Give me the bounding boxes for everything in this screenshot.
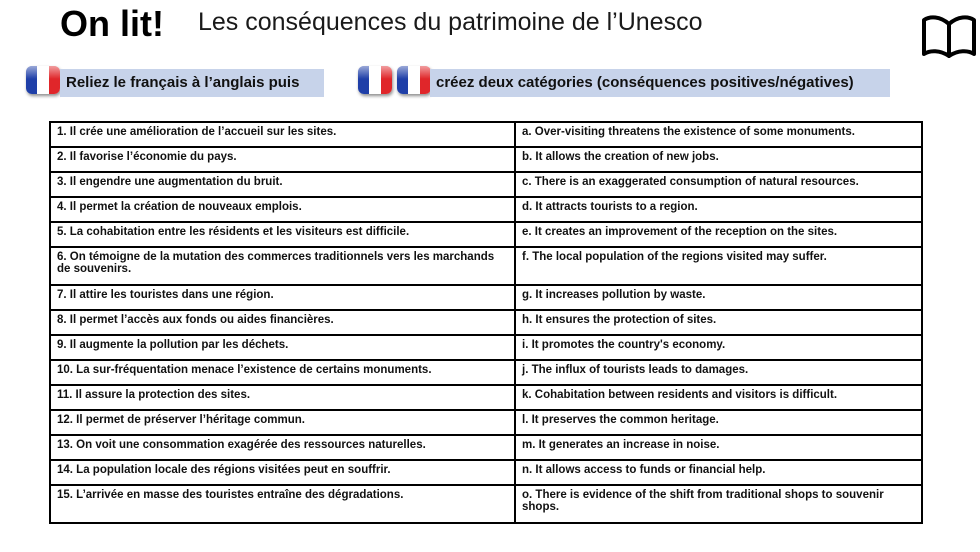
english-cell: c. There is an exaggerated consumption of natural resources. [515, 172, 922, 197]
table-row [50, 122, 922, 147]
english-cell: f. The local population of the regions visited may suffer. [515, 247, 922, 285]
matching-table [49, 121, 923, 524]
table-row [50, 385, 922, 410]
english-cell: m. It generates an increase in noise. [515, 435, 922, 460]
table-row [50, 310, 922, 335]
french-cell: 4. Il permet la création de nouveaux emplois. [50, 197, 515, 222]
english-cell: a. Over-visiting threatens the existence of some monuments. [515, 122, 922, 147]
table-row [50, 197, 922, 222]
french-cell: 5. La cohabitation entre les résidents et les visiteurs est difficile. [50, 222, 515, 247]
table-row [50, 360, 922, 385]
instruction-left: Reliez le français à l’anglais puis [60, 69, 324, 97]
french-cell: 14. La population locale des régions visitées peut en souffrir. [50, 460, 515, 485]
table-row [50, 435, 922, 460]
french-flag-icon [26, 66, 60, 94]
table-row [50, 485, 922, 523]
french-flag-icon [358, 66, 392, 94]
english-cell: e. It creates an improvement of the reception on the sites. [515, 222, 922, 247]
page-title: On lit! [60, 3, 164, 44]
table-row [50, 172, 922, 197]
english-cell: d. It attracts tourists to a region. [515, 197, 922, 222]
french-cell: 1. Il crée une amélioration de l’accueil sur les sites. [50, 122, 515, 147]
english-cell: n. It allows access to funds or financial help. [515, 460, 922, 485]
french-cell: 3. Il engendre une augmentation du bruit. [50, 172, 515, 197]
book-icon [920, 12, 978, 58]
french-cell: 6. On témoigne de la mutation des commerces traditionnels vers les marchands de souvenirs. [50, 247, 515, 285]
english-cell: g. It increases pollution by waste. [515, 285, 922, 310]
french-cell: 10. La sur-fréquentation menace l’existence de certains monuments. [50, 360, 515, 385]
page-subtitle: Les conséquences du patrimoine de l’Unesco [198, 8, 703, 36]
table-row [50, 460, 922, 485]
table-row [50, 222, 922, 247]
english-cell: l. It preserves the common heritage. [515, 410, 922, 435]
english-cell: i. It promotes the country's economy. [515, 335, 922, 360]
english-cell: h. It ensures the protection of sites. [515, 310, 922, 335]
table-row [50, 147, 922, 172]
french-cell: 2. Il favorise l’économie du pays. [50, 147, 515, 172]
instruction-right: créez deux catégories (conséquences positives/négatives) [430, 69, 890, 97]
french-cell: 12. Il permet de préserver l’héritage commun. [50, 410, 515, 435]
french-cell: 13. On voit une consommation exagérée des ressources naturelles. [50, 435, 515, 460]
english-cell: b. It allows the creation of new jobs. [515, 147, 922, 172]
table-row [50, 410, 922, 435]
french-cell: 8. Il permet l’accès aux fonds ou aides financières. [50, 310, 515, 335]
english-cell: j. The influx of tourists leads to damages. [515, 360, 922, 385]
english-cell: o. There is evidence of the shift from traditional shops to souvenir shops. [515, 485, 922, 523]
french-cell: 7. Il attire les touristes dans une région. [50, 285, 515, 310]
table-row [50, 247, 922, 285]
english-cell: k. Cohabitation between residents and visitors is difficult. [515, 385, 922, 410]
french-cell: 9. Il augmente la pollution par les déchets. [50, 335, 515, 360]
french-cell: 15. L’arrivée en masse des touristes entraîne des dégradations. [50, 485, 515, 523]
french-cell: 11. Il assure la protection des sites. [50, 385, 515, 410]
table-row [50, 335, 922, 360]
french-flag-icon [397, 66, 431, 94]
table-row [50, 285, 922, 310]
